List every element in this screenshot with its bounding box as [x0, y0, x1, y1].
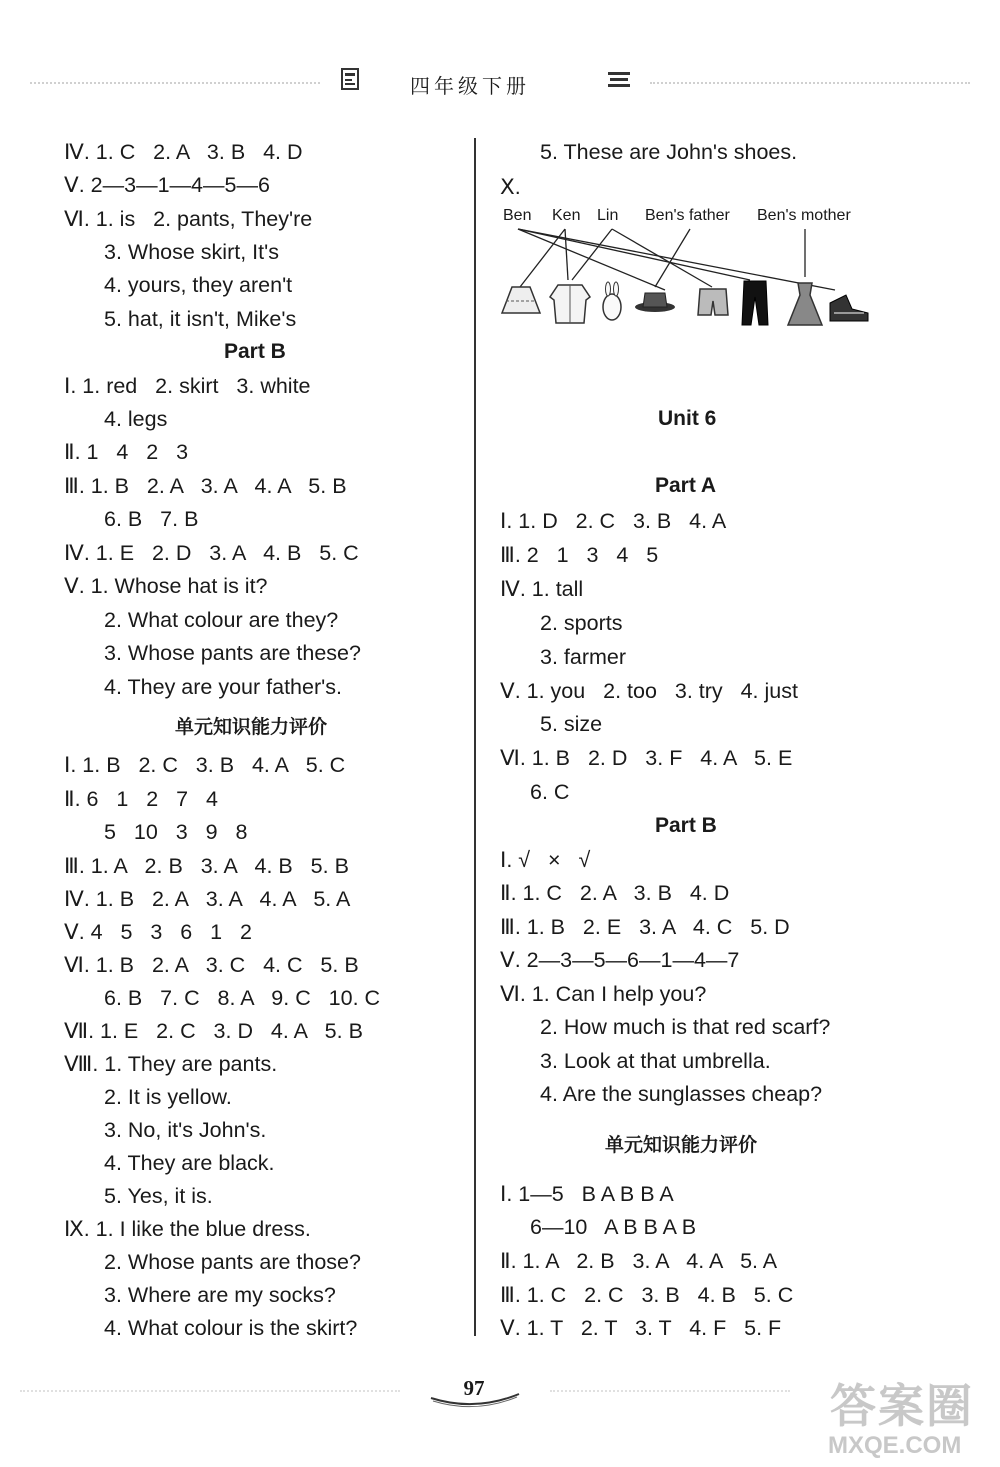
- shorts-icon: [698, 289, 728, 315]
- answer-line: Ⅱ. 1 4 2 3: [64, 440, 189, 464]
- answer-line: Ⅰ. 1. B 2. C 3. B 4. A 5. C: [64, 753, 346, 777]
- answer-line: 6. B 7. B: [104, 507, 199, 531]
- matching-lines: [518, 229, 835, 290]
- answer-line: 6. C: [530, 780, 570, 804]
- name-label-ben: Ben: [503, 207, 532, 224]
- answer-line: Ⅴ. 4 5 3 6 1 2: [64, 920, 252, 944]
- answer-line: Ⅳ. 1. B 2. A 3. A 4. A 5. A: [64, 887, 351, 911]
- answer-line: Ⅲ. 1. B 2. E 3. A 4. C 5. D: [500, 915, 790, 939]
- section-heading: Unit 6: [658, 407, 717, 430]
- name-label-bens-father: Ben's father: [645, 207, 730, 224]
- answer-line: Ⅵ. 1. B 2. D 3. F 4. A 5. E: [500, 746, 793, 770]
- answer-line: Ⅹ.: [500, 175, 521, 199]
- section-heading: 单元知识能力评价: [605, 1134, 758, 1156]
- rabbit-icon: [603, 282, 621, 320]
- section-heading: Part B: [655, 814, 717, 837]
- answer-line: Ⅳ. 1. C 2. A 3. B 4. D: [64, 140, 303, 164]
- answer-line: 2. sports: [540, 611, 623, 635]
- answer-line: 6. B 7. C 8. A 9. C 10. C: [104, 986, 381, 1010]
- shoes-icon: [830, 295, 868, 321]
- watermark-title: 答案圈: [830, 1379, 974, 1433]
- answer-line: Ⅰ. √ × √: [500, 848, 591, 872]
- dress-icon: [788, 283, 822, 325]
- answer-line: Ⅱ. 1. A 2. B 3. A 4. A 5. A: [500, 1249, 778, 1273]
- answer-line: Ⅰ. 1—5 B A B B A: [500, 1182, 674, 1206]
- matching-figure: [500, 205, 880, 335]
- answer-line: Ⅲ. 1. A 2. B 3. A 4. B 5. B: [64, 854, 349, 878]
- pencil-icon: [606, 66, 632, 92]
- answer-line: Ⅴ. 2—3—5—6—1—4—7: [500, 948, 740, 972]
- answer-line: 4. legs: [104, 407, 168, 431]
- page-number: 97: [463, 1376, 485, 1400]
- skirt-icon: [502, 287, 540, 313]
- answer-line: 2. How much is that red scarf?: [540, 1015, 831, 1039]
- answer-line: 4. What colour is the skirt?: [104, 1316, 358, 1340]
- answer-line: Ⅵ. 1. Can I help you?: [500, 982, 707, 1006]
- answer-line: 2. What colour are they?: [104, 608, 339, 632]
- answer-line: 6—10 A B B A B: [530, 1215, 697, 1239]
- answer-line: 3. farmer: [540, 645, 627, 669]
- section-heading: Part A: [655, 474, 717, 497]
- page-title: 四年级下册: [410, 74, 530, 98]
- name-label-bens-mother: Ben's mother: [757, 207, 851, 224]
- answer-line: Ⅴ. 1. Whose hat is it?: [64, 574, 268, 598]
- answer-line: 5 10 3 9 8: [104, 820, 248, 844]
- footer-dots-left: [20, 1390, 400, 1392]
- watermark: [820, 1370, 990, 1465]
- answer-line: Ⅴ. 2—3—1—4—5—6: [64, 173, 270, 197]
- answer-line: 5. Yes, it is.: [104, 1184, 213, 1208]
- header-dots-left: [30, 82, 320, 84]
- section-heading: 单元知识能力评价: [175, 716, 328, 738]
- footer-dots-right: [550, 1390, 790, 1392]
- answer-line: Ⅲ. 1. C 2. C 3. B 4. B 5. C: [500, 1283, 794, 1307]
- name-label-ken: Ken: [552, 207, 581, 224]
- answer-line: Ⅱ. 6 1 2 7 4: [64, 787, 218, 811]
- book-icon: [340, 66, 362, 92]
- answer-line: Ⅸ. 1. I like the blue dress.: [64, 1217, 311, 1241]
- answer-line: Ⅳ. 1. tall: [500, 577, 584, 601]
- name-label-lin: Lin: [597, 207, 619, 224]
- answer-line: 4. They are your father's.: [104, 675, 342, 699]
- hat-icon: [635, 293, 675, 312]
- answer-line: Ⅶ. 1. E 2. C 3. D 4. A 5. B: [64, 1019, 363, 1043]
- answer-line: 3. No, it's John's.: [104, 1118, 267, 1142]
- answer-line: 5. size: [540, 712, 603, 736]
- column-divider: [474, 138, 476, 1336]
- answer-line: Ⅱ. 1. C 2. A 3. B 4. D: [500, 881, 730, 905]
- answer-line: 5. These are John's shoes.: [540, 140, 798, 164]
- coat-icon: [550, 285, 590, 323]
- answer-line: Ⅷ. 1. They are pants.: [64, 1052, 278, 1076]
- answer-line: 4. Are the sunglasses cheap?: [540, 1082, 823, 1106]
- answer-line: 3. Look at that umbrella.: [540, 1049, 771, 1073]
- answer-line: Ⅲ. 2 1 3 4 5: [500, 543, 659, 567]
- answer-line: 4. They are black.: [104, 1151, 275, 1175]
- answer-line: Ⅳ. 1. E 2. D 3. A 4. B 5. C: [64, 541, 359, 565]
- answer-line: 3. Whose skirt, It's: [104, 240, 279, 264]
- answer-line: Ⅲ. 1. B 2. A 3. A 4. A 5. B: [64, 474, 347, 498]
- page-header: [0, 62, 1000, 102]
- matching-drawing: [500, 205, 880, 335]
- answer-line: Ⅰ. 1. red 2. skirt 3. white: [64, 374, 311, 398]
- answer-line: Ⅴ. 1. you 2. too 3. try 4. just: [500, 679, 798, 703]
- answer-line: 5. hat, it isn't, Mike's: [104, 307, 297, 331]
- answer-line: Ⅰ. 1. D 2. C 3. B 4. A: [500, 509, 727, 533]
- answer-line: 3. Whose pants are these?: [104, 641, 361, 665]
- header-dots-right: [650, 82, 970, 84]
- answer-line: Ⅵ. 1. B 2. A 3. C 4. C 5. B: [64, 953, 359, 977]
- section-heading: Part B: [224, 340, 286, 363]
- answer-line: 2. It is yellow.: [104, 1085, 232, 1109]
- watermark-url: MXQE.COM: [828, 1432, 962, 1459]
- answer-line: Ⅵ. 1. is 2. pants, They're: [64, 207, 313, 231]
- answer-line: 2. Whose pants are those?: [104, 1250, 361, 1274]
- answer-line: Ⅴ. 1. T 2. T 3. T 4. F 5. F: [500, 1316, 782, 1340]
- answer-line: 4. yours, they aren't: [104, 273, 293, 297]
- answer-line: 3. Where are my socks?: [104, 1283, 336, 1307]
- pants-icon: [742, 281, 768, 325]
